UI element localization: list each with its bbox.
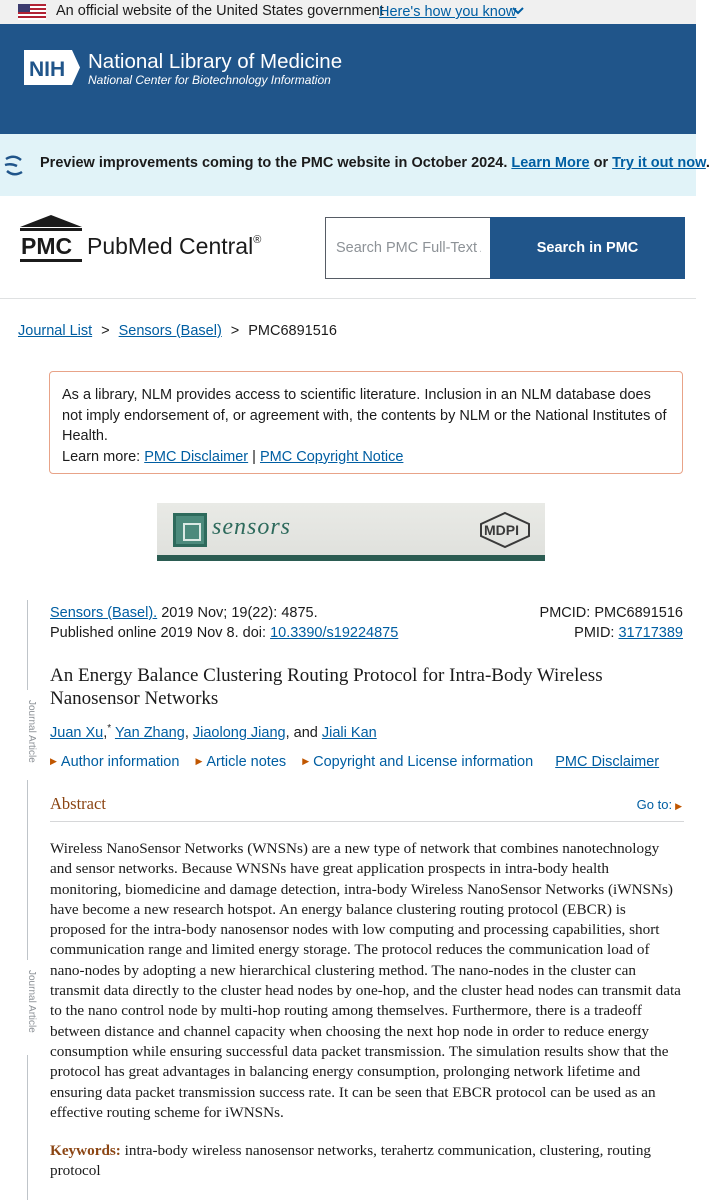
journal-banner[interactable] bbox=[157, 503, 545, 561]
abstract-heading: Abstract bbox=[50, 794, 106, 813]
pmid-label: PMID: bbox=[574, 625, 619, 641]
journal-banner-name: sensors bbox=[212, 514, 292, 540]
side-label-text: Journal Article bbox=[26, 700, 37, 763]
us-flag-icon bbox=[18, 4, 46, 20]
notice-learn-more: Learn more: bbox=[62, 448, 141, 465]
article-notes-link[interactable]: Article notes bbox=[206, 754, 287, 770]
abstract-divider bbox=[50, 821, 684, 822]
keywords-label: Keywords: bbox=[50, 1142, 121, 1159]
nih-logo-text: NIH bbox=[29, 58, 66, 81]
heres-how-you-know-link[interactable]: Here's how you know bbox=[379, 4, 517, 20]
notice-text: As a library, NLM provides access to scientific literature. Inclusion in an NLM database does not imply endorsement of, or agreement with, the contents by NLM or the National Institutes of Health. bbox=[62, 387, 667, 444]
side-rule bbox=[27, 1055, 28, 1200]
banner-stripe bbox=[157, 555, 545, 561]
try-it-out-link[interactable]: Try it out now bbox=[612, 155, 706, 171]
preview-banner bbox=[0, 134, 710, 196]
preview-banner-text bbox=[40, 155, 710, 171]
side-rule bbox=[27, 780, 28, 960]
citation-journal-link[interactable]: Sensors (Basel). bbox=[50, 605, 158, 621]
pmc-logo-text: PMC bbox=[21, 233, 73, 259]
preview-period: . bbox=[705, 155, 710, 171]
keywords-text: intra-body wireless nanosensor networks, terahertz communication, clustering, routing protocol bbox=[50, 1142, 652, 1180]
keywords bbox=[50, 1141, 682, 1182]
author-information-link[interactable]: Author information bbox=[60, 754, 180, 770]
gov-banner-text: An official website of the United States government bbox=[56, 3, 384, 19]
author-list: Juan Xu,* Yan Zhang, Jiaolong Jiang, and Jiali Kan bbox=[50, 723, 377, 741]
pmc-name[interactable] bbox=[87, 233, 261, 260]
pmid-link[interactable]: 31717389 bbox=[618, 625, 683, 641]
side-rule bbox=[27, 600, 28, 690]
triangle-right-icon: ▶ bbox=[195, 756, 203, 766]
corresponding-mark: * bbox=[107, 723, 112, 734]
goto-menu[interactable] bbox=[637, 797, 682, 812]
learn-more-link[interactable]: Learn More bbox=[511, 155, 590, 171]
mdpi-logo-text: MDPI bbox=[484, 522, 519, 538]
triangle-right-icon: ▶ bbox=[675, 801, 682, 811]
goto-label: Go to: bbox=[636, 797, 673, 812]
article-title: An Energy Balance Clustering Routing Protocol for Intra-Body Wireless Nanosensor Networks bbox=[50, 665, 603, 709]
preview-message: Preview improvements coming to the PMC website in October 2024. bbox=[40, 155, 508, 171]
notice-pipe: | bbox=[252, 448, 256, 465]
chip-icon bbox=[173, 513, 207, 547]
author-link[interactable]: Juan Xu bbox=[50, 724, 104, 741]
gov-banner bbox=[0, 0, 696, 24]
registered-mark: ® bbox=[253, 234, 262, 246]
breadcrumb-journal[interactable]: Sensors (Basel) bbox=[118, 323, 222, 339]
nlm-subtitle: National Center for Biotechnology Information bbox=[88, 73, 331, 87]
refresh-icon bbox=[3, 153, 25, 179]
nlm-title[interactable]: National Library of Medicine bbox=[88, 50, 343, 73]
published-line bbox=[50, 625, 398, 641]
breadcrumb-current: PMC6891516 bbox=[248, 323, 337, 339]
pmc-disclaimer-link[interactable]: PMC Disclaimer bbox=[144, 448, 249, 465]
triangle-right-icon: ▶ bbox=[50, 756, 57, 766]
author-link[interactable]: Jiaolong Jiang bbox=[192, 724, 286, 741]
doi-link[interactable]: 10.3390/s19224875 bbox=[270, 625, 399, 641]
citation-details: 2019 Nov; 19(22): 4875. bbox=[157, 605, 318, 621]
pmid-line bbox=[574, 625, 683, 641]
pmc-logo[interactable] bbox=[18, 213, 84, 265]
copyright-license-link[interactable]: Copyright and License information bbox=[313, 754, 534, 770]
info-links bbox=[50, 754, 671, 770]
abstract-text: Wireless NanoSensor Networks (WNSNs) are a new type of network that combines nanotechnology and sensor networks. Because WNSNs have great application prospects in intra-body health monitoring, biomedicine and damage detection, intra-body Wireless NanoSensor Networks (iWNSNs) have become a new research hotspot. An energy balance clustering routing protocol (EBCR) is proposed for the intra-body nanosensor nodes with low computing and processing capabilities, short communication range and limited energy storage. The protocol reduces the communication load of nano-nodes by adopting a new hierarchical clustering method. The nano-nodes in the cluster can transmit data directly to the cluster head nodes by one-hop, and the cluster head nodes can transmit data to the nano control node by multi-hop routing among themselves. Furthermore, there is a tradeoff between distance and channel capacity when choosing the next hop node in order to reduce energy consumption while ensuring successful data packet transmission. The simulation results show that the protocol has great advantages in balancing energy consumption, prolonging network lifetime and ensuring data packet transmission success rate. It can be seen that EBCR protocol can be used as an effective routing scheme for iWNSNs. bbox=[50, 840, 681, 1121]
pmc-disclaimer-link[interactable]: PMC Disclaimer bbox=[555, 754, 660, 770]
search-input[interactable] bbox=[325, 217, 491, 279]
nlm-header bbox=[0, 24, 696, 134]
nlm-notice bbox=[49, 371, 683, 474]
breadcrumb-separator: > bbox=[230, 323, 240, 339]
pmc-name-text: PubMed Central bbox=[87, 233, 254, 259]
notice-links bbox=[62, 447, 670, 468]
triangle-right-icon: ▶ bbox=[302, 756, 310, 766]
pmc-copyright-link[interactable]: PMC Copyright Notice bbox=[259, 448, 404, 465]
author-link[interactable]: Jiali Kan bbox=[321, 724, 377, 741]
header-divider bbox=[0, 298, 696, 299]
breadcrumb-separator: > bbox=[101, 323, 110, 339]
preview-or: or bbox=[593, 155, 609, 171]
side-label-text: Journal Article bbox=[26, 970, 37, 1033]
breadcrumb-journal-list[interactable]: Journal List bbox=[18, 323, 93, 339]
breadcrumb bbox=[18, 323, 337, 339]
mdpi-logo bbox=[479, 512, 531, 548]
chevron-down-icon[interactable] bbox=[511, 5, 525, 17]
pmcid: PMCID: PMC6891516 bbox=[539, 605, 683, 621]
published-text: Published online 2019 Nov 8. doi: bbox=[50, 625, 271, 641]
search-button[interactable]: Search in PMC bbox=[490, 217, 685, 279]
author-link[interactable]: Yan Zhang bbox=[114, 724, 185, 741]
author-and: and bbox=[293, 724, 318, 741]
citation-line bbox=[50, 605, 318, 621]
nih-logo[interactable] bbox=[22, 48, 82, 87]
